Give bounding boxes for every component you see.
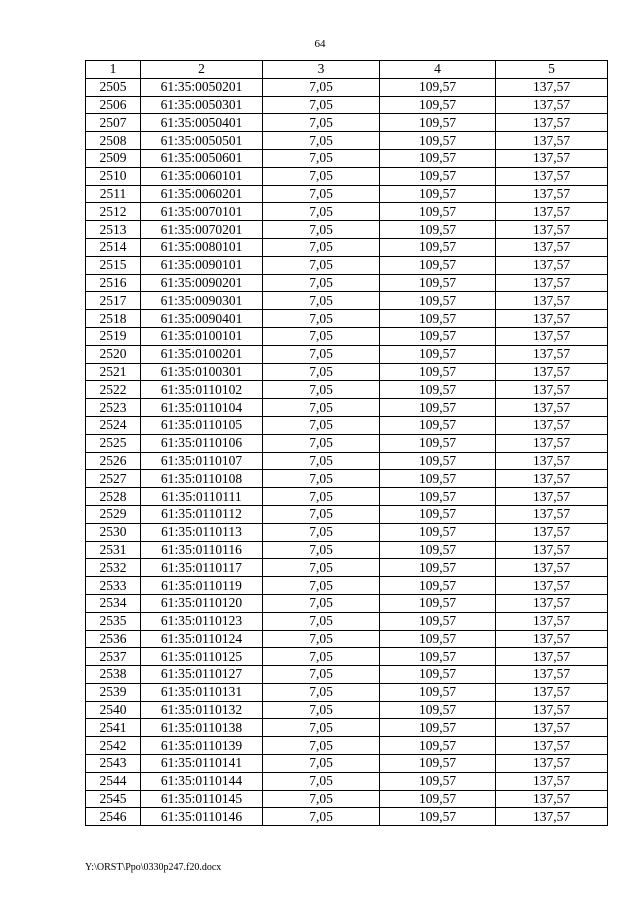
table-row bbox=[86, 755, 608, 773]
table-cell: 109,57 bbox=[380, 541, 496, 559]
table-cell: 109,57 bbox=[380, 452, 496, 470]
table-cell: 2543 bbox=[86, 755, 141, 773]
table-cell: 7,05 bbox=[263, 416, 380, 434]
table-cell: 109,57 bbox=[380, 612, 496, 630]
table-cell: 2522 bbox=[86, 381, 141, 399]
column-header: 4 bbox=[380, 61, 496, 79]
table-cell: 109,57 bbox=[380, 666, 496, 684]
table-cell: 61:35:0110138 bbox=[141, 719, 263, 737]
table-cell: 2536 bbox=[86, 630, 141, 648]
table-row bbox=[86, 238, 608, 256]
table-cell: 137,57 bbox=[496, 577, 608, 595]
table-cell: 61:35:0110119 bbox=[141, 577, 263, 595]
table-row bbox=[86, 416, 608, 434]
table-cell: 109,57 bbox=[380, 256, 496, 274]
table-cell: 61:35:0110141 bbox=[141, 755, 263, 773]
table-cell: 7,05 bbox=[263, 630, 380, 648]
table-cell: 109,57 bbox=[380, 523, 496, 541]
table-cell: 137,57 bbox=[496, 612, 608, 630]
table-cell: 137,57 bbox=[496, 238, 608, 256]
table-cell: 2513 bbox=[86, 221, 141, 239]
table-row bbox=[86, 78, 608, 96]
table-cell: 7,05 bbox=[263, 808, 380, 826]
table-cell: 61:35:0110144 bbox=[141, 772, 263, 790]
table-cell: 2545 bbox=[86, 790, 141, 808]
table-cell: 2515 bbox=[86, 256, 141, 274]
table-cell: 109,57 bbox=[380, 755, 496, 773]
table-cell: 7,05 bbox=[263, 772, 380, 790]
table-cell: 109,57 bbox=[380, 648, 496, 666]
table-row bbox=[86, 452, 608, 470]
table-cell: 2517 bbox=[86, 292, 141, 310]
table-cell: 61:35:0100101 bbox=[141, 327, 263, 345]
table-cell: 7,05 bbox=[263, 203, 380, 221]
table-cell: 2512 bbox=[86, 203, 141, 221]
table-cell: 61:35:0110131 bbox=[141, 683, 263, 701]
table-cell: 109,57 bbox=[380, 327, 496, 345]
table-row bbox=[86, 399, 608, 417]
table-row bbox=[86, 737, 608, 755]
table-row bbox=[86, 132, 608, 150]
table-cell: 109,57 bbox=[380, 274, 496, 292]
table-cell: 7,05 bbox=[263, 719, 380, 737]
table-cell: 61:35:0110111 bbox=[141, 488, 263, 506]
table-cell: 109,57 bbox=[380, 808, 496, 826]
table-cell: 61:35:0110116 bbox=[141, 541, 263, 559]
table-cell: 61:35:0110107 bbox=[141, 452, 263, 470]
table-cell: 137,57 bbox=[496, 345, 608, 363]
table-cell: 61:35:0110112 bbox=[141, 505, 263, 523]
table-cell: 137,57 bbox=[496, 772, 608, 790]
table-cell: 137,57 bbox=[496, 505, 608, 523]
table-row bbox=[86, 719, 608, 737]
table-cell: 61:35:0050601 bbox=[141, 149, 263, 167]
table-row bbox=[86, 505, 608, 523]
table-cell: 61:35:0110106 bbox=[141, 434, 263, 452]
table-cell: 109,57 bbox=[380, 434, 496, 452]
table-cell: 2519 bbox=[86, 327, 141, 345]
table-cell: 7,05 bbox=[263, 594, 380, 612]
table-cell: 7,05 bbox=[263, 345, 380, 363]
table-cell: 61:35:0060101 bbox=[141, 167, 263, 185]
table-cell: 137,57 bbox=[496, 594, 608, 612]
table-cell: 61:35:0110145 bbox=[141, 790, 263, 808]
table-cell: 109,57 bbox=[380, 630, 496, 648]
column-header: 3 bbox=[263, 61, 380, 79]
table-body bbox=[86, 78, 608, 825]
table-cell: 61:35:0070201 bbox=[141, 221, 263, 239]
table-cell: 2520 bbox=[86, 345, 141, 363]
table-cell: 137,57 bbox=[496, 114, 608, 132]
table-row bbox=[86, 149, 608, 167]
table-cell: 109,57 bbox=[380, 381, 496, 399]
table-cell: 2544 bbox=[86, 772, 141, 790]
table-cell: 137,57 bbox=[496, 737, 608, 755]
table-cell: 2526 bbox=[86, 452, 141, 470]
table-cell: 7,05 bbox=[263, 612, 380, 630]
table-cell: 61:35:0080101 bbox=[141, 238, 263, 256]
table-cell: 2525 bbox=[86, 434, 141, 452]
table-cell: 2540 bbox=[86, 701, 141, 719]
table-cell: 109,57 bbox=[380, 96, 496, 114]
table-cell: 61:35:0110139 bbox=[141, 737, 263, 755]
table-row bbox=[86, 594, 608, 612]
table-cell: 7,05 bbox=[263, 274, 380, 292]
table-cell: 137,57 bbox=[496, 399, 608, 417]
table-cell: 61:35:0110108 bbox=[141, 470, 263, 488]
table-row bbox=[86, 310, 608, 328]
table-row bbox=[86, 363, 608, 381]
table-cell: 109,57 bbox=[380, 577, 496, 595]
table-cell: 137,57 bbox=[496, 648, 608, 666]
table-row bbox=[86, 381, 608, 399]
table-cell: 2518 bbox=[86, 310, 141, 328]
table-cell: 61:35:0100201 bbox=[141, 345, 263, 363]
table-cell: 2542 bbox=[86, 737, 141, 755]
table-cell: 7,05 bbox=[263, 167, 380, 185]
table-cell: 2537 bbox=[86, 648, 141, 666]
table-cell: 137,57 bbox=[496, 416, 608, 434]
table-cell: 61:35:0090101 bbox=[141, 256, 263, 274]
table-cell: 2532 bbox=[86, 559, 141, 577]
table-cell: 137,57 bbox=[496, 523, 608, 541]
table-cell: 109,57 bbox=[380, 310, 496, 328]
table-cell: 109,57 bbox=[380, 78, 496, 96]
table-cell: 109,57 bbox=[380, 185, 496, 203]
table-row bbox=[86, 96, 608, 114]
table-row bbox=[86, 470, 608, 488]
table-cell: 137,57 bbox=[496, 310, 608, 328]
table-cell: 61:35:0050401 bbox=[141, 114, 263, 132]
table-cell: 7,05 bbox=[263, 256, 380, 274]
table-cell: 109,57 bbox=[380, 737, 496, 755]
table-cell: 137,57 bbox=[496, 808, 608, 826]
table-cell: 7,05 bbox=[263, 132, 380, 150]
table-cell: 137,57 bbox=[496, 256, 608, 274]
table-cell: 7,05 bbox=[263, 737, 380, 755]
table-cell: 2506 bbox=[86, 96, 141, 114]
table-cell: 137,57 bbox=[496, 78, 608, 96]
table-cell: 7,05 bbox=[263, 185, 380, 203]
table-row bbox=[86, 114, 608, 132]
table-cell: 7,05 bbox=[263, 96, 380, 114]
table-cell: 2510 bbox=[86, 167, 141, 185]
table-cell: 137,57 bbox=[496, 755, 608, 773]
table-row bbox=[86, 256, 608, 274]
table-cell: 2531 bbox=[86, 541, 141, 559]
table-cell: 2534 bbox=[86, 594, 141, 612]
table-row bbox=[86, 701, 608, 719]
table-cell: 137,57 bbox=[496, 470, 608, 488]
page-number: 64 bbox=[314, 38, 326, 50]
column-header: 1 bbox=[86, 61, 141, 79]
table-row bbox=[86, 648, 608, 666]
table-cell: 2538 bbox=[86, 666, 141, 684]
table-cell: 2511 bbox=[86, 185, 141, 203]
table-row bbox=[86, 808, 608, 826]
table-row bbox=[86, 292, 608, 310]
table-cell: 109,57 bbox=[380, 363, 496, 381]
table-cell: 2528 bbox=[86, 488, 141, 506]
table-cell: 7,05 bbox=[263, 149, 380, 167]
table-cell: 61:35:0110124 bbox=[141, 630, 263, 648]
column-header: 2 bbox=[141, 61, 263, 79]
table-cell: 2527 bbox=[86, 470, 141, 488]
table-cell: 2505 bbox=[86, 78, 141, 96]
table-cell: 137,57 bbox=[496, 790, 608, 808]
table-row bbox=[86, 559, 608, 577]
table-cell: 61:35:0110123 bbox=[141, 612, 263, 630]
table-cell: 2535 bbox=[86, 612, 141, 630]
table-cell: 7,05 bbox=[263, 399, 380, 417]
table-cell: 2546 bbox=[86, 808, 141, 826]
table-cell: 137,57 bbox=[496, 292, 608, 310]
table-cell: 61:35:0110127 bbox=[141, 666, 263, 684]
table-cell: 109,57 bbox=[380, 238, 496, 256]
table-cell: 7,05 bbox=[263, 577, 380, 595]
table-row bbox=[86, 790, 608, 808]
table-cell: 137,57 bbox=[496, 96, 608, 114]
table-cell: 7,05 bbox=[263, 470, 380, 488]
table-cell: 109,57 bbox=[380, 594, 496, 612]
table-row bbox=[86, 203, 608, 221]
table-cell: 137,57 bbox=[496, 274, 608, 292]
table-row bbox=[86, 666, 608, 684]
table-cell: 109,57 bbox=[380, 488, 496, 506]
table-row bbox=[86, 612, 608, 630]
table-cell: 109,57 bbox=[380, 399, 496, 417]
table-cell: 7,05 bbox=[263, 452, 380, 470]
table-cell: 2508 bbox=[86, 132, 141, 150]
table-cell: 109,57 bbox=[380, 167, 496, 185]
table-cell: 109,57 bbox=[380, 505, 496, 523]
table-cell: 2507 bbox=[86, 114, 141, 132]
table-cell: 7,05 bbox=[263, 114, 380, 132]
table-cell: 137,57 bbox=[496, 203, 608, 221]
table-cell: 137,57 bbox=[496, 132, 608, 150]
table-cell: 61:35:0070101 bbox=[141, 203, 263, 221]
table-cell: 137,57 bbox=[496, 683, 608, 701]
table-row bbox=[86, 167, 608, 185]
table-cell: 137,57 bbox=[496, 719, 608, 737]
table-cell: 7,05 bbox=[263, 790, 380, 808]
table-row bbox=[86, 274, 608, 292]
table-row bbox=[86, 185, 608, 203]
table-cell: 61:35:0110113 bbox=[141, 523, 263, 541]
table-cell: 109,57 bbox=[380, 470, 496, 488]
table-cell: 109,57 bbox=[380, 221, 496, 239]
table-cell: 137,57 bbox=[496, 434, 608, 452]
column-header: 5 bbox=[496, 61, 608, 79]
table-cell: 7,05 bbox=[263, 310, 380, 328]
table-cell: 7,05 bbox=[263, 666, 380, 684]
table-cell: 7,05 bbox=[263, 541, 380, 559]
table-cell: 61:35:0110105 bbox=[141, 416, 263, 434]
table-cell: 7,05 bbox=[263, 648, 380, 666]
table-row bbox=[86, 577, 608, 595]
table-cell: 61:35:0090201 bbox=[141, 274, 263, 292]
table-cell: 7,05 bbox=[263, 327, 380, 345]
table-cell: 7,05 bbox=[263, 488, 380, 506]
table-cell: 137,57 bbox=[496, 488, 608, 506]
table-cell: 2524 bbox=[86, 416, 141, 434]
table-cell: 109,57 bbox=[380, 719, 496, 737]
table-cell: 7,05 bbox=[263, 559, 380, 577]
table-cell: 109,57 bbox=[380, 772, 496, 790]
header-row bbox=[86, 61, 608, 79]
table-cell: 2516 bbox=[86, 274, 141, 292]
table-cell: 2539 bbox=[86, 683, 141, 701]
table-cell: 2509 bbox=[86, 149, 141, 167]
table-cell: 61:35:0090401 bbox=[141, 310, 263, 328]
table-cell: 7,05 bbox=[263, 238, 380, 256]
table-row bbox=[86, 523, 608, 541]
table-cell: 61:35:0100301 bbox=[141, 363, 263, 381]
table-cell: 137,57 bbox=[496, 541, 608, 559]
table-cell: 2533 bbox=[86, 577, 141, 595]
table-cell: 137,57 bbox=[496, 149, 608, 167]
table-cell: 109,57 bbox=[380, 345, 496, 363]
table-cell: 137,57 bbox=[496, 666, 608, 684]
footer-file-path: Y:\ORST\Ppo\0330p247.f20.docx bbox=[85, 862, 222, 873]
table-cell: 7,05 bbox=[263, 683, 380, 701]
table-cell: 61:35:0110117 bbox=[141, 559, 263, 577]
table-cell: 109,57 bbox=[380, 132, 496, 150]
table-cell: 137,57 bbox=[496, 221, 608, 239]
table-cell: 7,05 bbox=[263, 221, 380, 239]
table-cell: 109,57 bbox=[380, 149, 496, 167]
table-cell: 7,05 bbox=[263, 78, 380, 96]
table-row bbox=[86, 630, 608, 648]
table-cell: 7,05 bbox=[263, 363, 380, 381]
table-row bbox=[86, 488, 608, 506]
table-row bbox=[86, 327, 608, 345]
table-cell: 109,57 bbox=[380, 790, 496, 808]
table-cell: 61:35:0050301 bbox=[141, 96, 263, 114]
table-cell: 7,05 bbox=[263, 381, 380, 399]
table-cell: 61:35:0050501 bbox=[141, 132, 263, 150]
table-cell: 137,57 bbox=[496, 381, 608, 399]
table-cell: 61:35:0090301 bbox=[141, 292, 263, 310]
table-cell: 137,57 bbox=[496, 701, 608, 719]
table-cell: 109,57 bbox=[380, 114, 496, 132]
table-cell: 137,57 bbox=[496, 559, 608, 577]
table-cell: 7,05 bbox=[263, 434, 380, 452]
table-cell: 137,57 bbox=[496, 630, 608, 648]
table-cell: 7,05 bbox=[263, 755, 380, 773]
table-cell: 61:35:0110104 bbox=[141, 399, 263, 417]
table-cell: 2529 bbox=[86, 505, 141, 523]
data-table bbox=[85, 60, 608, 826]
table-cell: 61:35:0050201 bbox=[141, 78, 263, 96]
table-cell: 61:35:0110146 bbox=[141, 808, 263, 826]
table-cell: 61:35:0110132 bbox=[141, 701, 263, 719]
table-cell: 137,57 bbox=[496, 363, 608, 381]
table-cell: 7,05 bbox=[263, 505, 380, 523]
table-row bbox=[86, 221, 608, 239]
table-cell: 109,57 bbox=[380, 559, 496, 577]
table-cell: 109,57 bbox=[380, 203, 496, 221]
table-row bbox=[86, 683, 608, 701]
table-cell: 61:35:0110120 bbox=[141, 594, 263, 612]
table-cell: 2523 bbox=[86, 399, 141, 417]
table-cell: 2514 bbox=[86, 238, 141, 256]
table-cell: 137,57 bbox=[496, 327, 608, 345]
table-header bbox=[86, 61, 608, 79]
table-cell: 2541 bbox=[86, 719, 141, 737]
table-cell: 109,57 bbox=[380, 683, 496, 701]
table-row bbox=[86, 772, 608, 790]
table-row bbox=[86, 434, 608, 452]
table-cell: 109,57 bbox=[380, 416, 496, 434]
table-cell: 137,57 bbox=[496, 185, 608, 203]
table-cell: 61:35:0060201 bbox=[141, 185, 263, 203]
table-cell: 2521 bbox=[86, 363, 141, 381]
table-cell: 109,57 bbox=[380, 701, 496, 719]
table-cell: 61:35:0110125 bbox=[141, 648, 263, 666]
table-cell: 7,05 bbox=[263, 701, 380, 719]
table-cell: 137,57 bbox=[496, 452, 608, 470]
table-cell: 109,57 bbox=[380, 292, 496, 310]
table-cell: 7,05 bbox=[263, 523, 380, 541]
table-cell: 137,57 bbox=[496, 167, 608, 185]
table-row bbox=[86, 541, 608, 559]
table-cell: 61:35:0110102 bbox=[141, 381, 263, 399]
table-row bbox=[86, 345, 608, 363]
table-cell: 7,05 bbox=[263, 292, 380, 310]
table-cell: 2530 bbox=[86, 523, 141, 541]
